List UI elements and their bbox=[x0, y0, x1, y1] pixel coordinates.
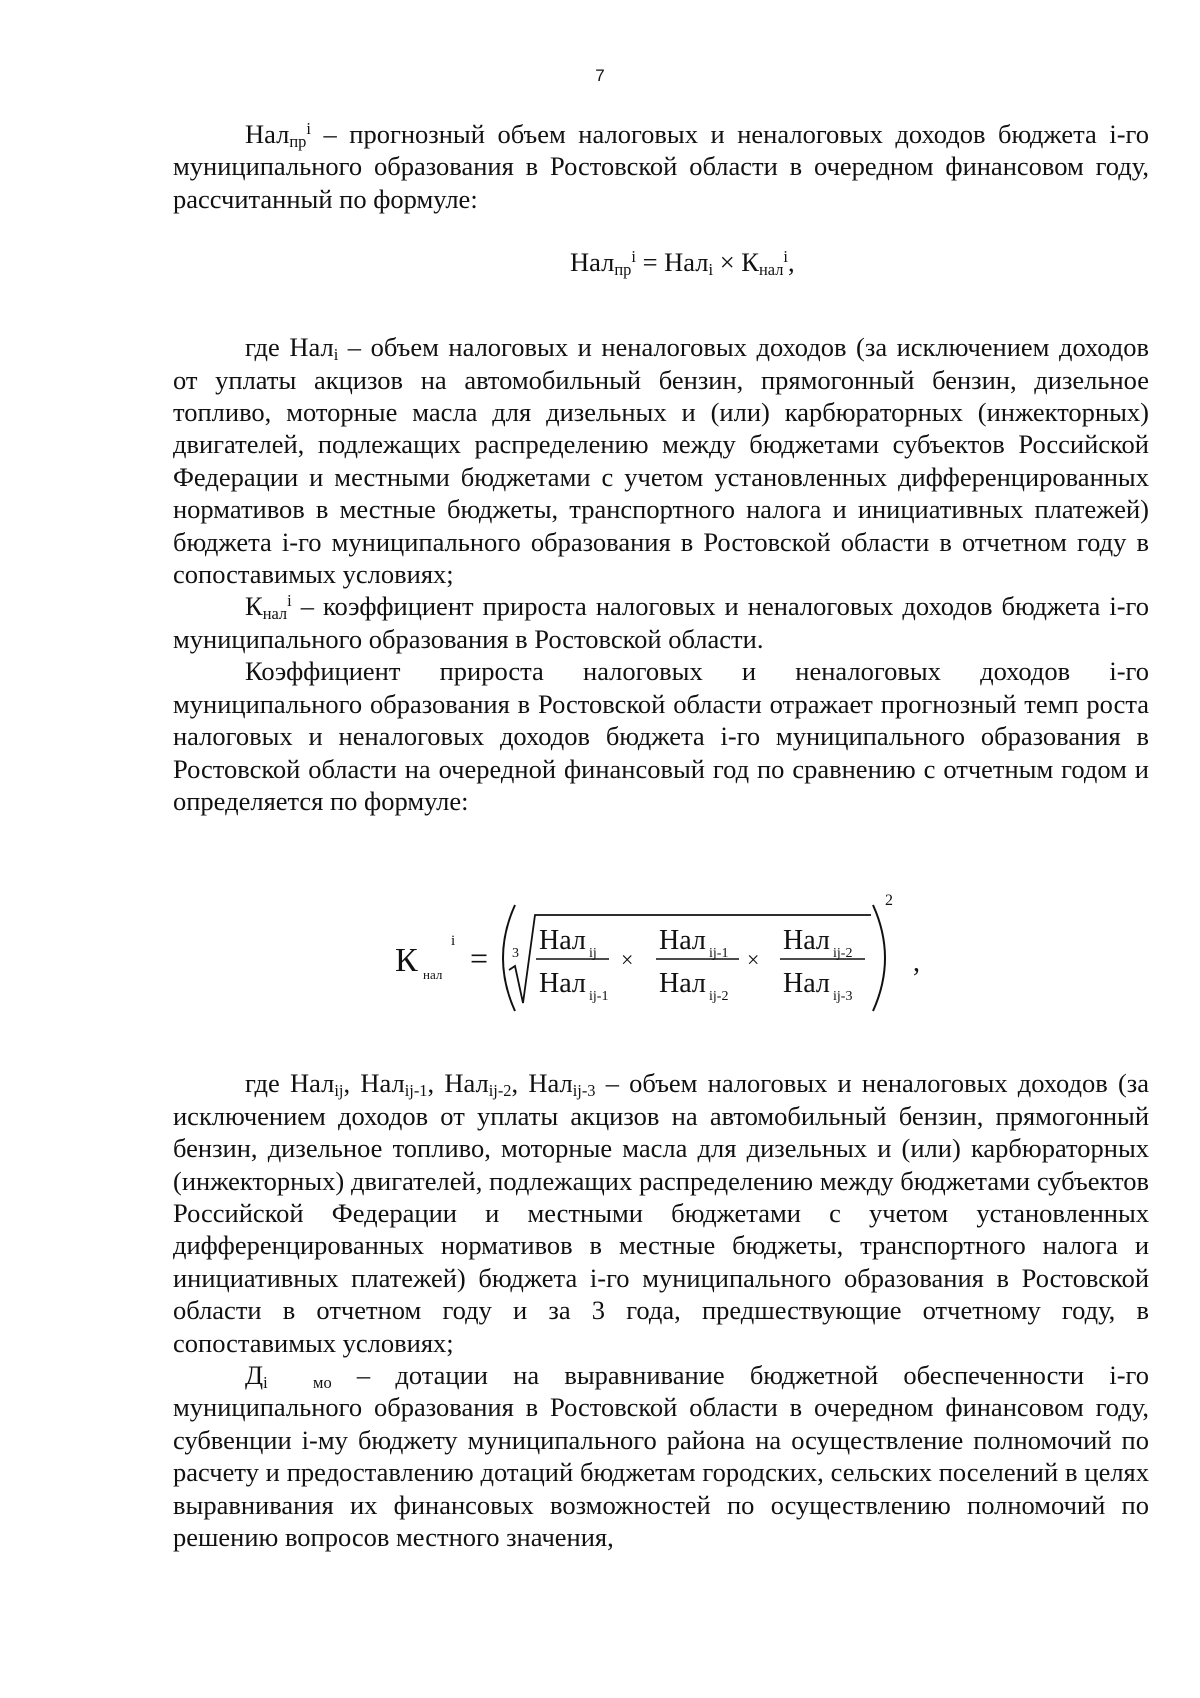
times-2: × bbox=[747, 947, 760, 973]
paragraph-nal-i-definition: где Нал$_i$ – объем налоговых и неналоговых доходов (за исключением доходов от уплаты акцизов на автомобильный бензин, прямогонный бензин, дизельное топливо, моторные масла для дизельных и (или) карбюраторных (инжекторных) двигателей, подлежащих распределению между бюджетами субъектов Российской Федерации и местными бюджетами с учетом установленных дифференцированных нормативов в местные бюджеты, транспортного налога и инициативных платежей) бюджета i-го муниципального образования в Ростовской области в отчетном году в сопоставимых условиях; bbox=[173, 332, 1150, 590]
times-1: × bbox=[621, 947, 634, 973]
paragraph-k-nal-definition: $К_{нал}^i$ – коэффициент прироста налоговых и неналоговых доходов бюджета i-го муниципального образования в Ростовской области. bbox=[173, 591, 1149, 654]
svg-text:Нал: Нал bbox=[539, 925, 586, 957]
paragraph-nal-ij-definition: где Нал$_{ij}$, Нал$_{ij-1}$, Нал$_{ij-2}$, Нал$_{ij-3}$ – объем налоговых и неналоговых доходов (за исключением доходов от уплаты акцизов на автомобильный бензин, прямогонный бензин, дизельное топливо, моторные масла для дизельных и (или) карбюраторных (инжекторных) двигателей, подлежащих распределению между бюджетами субъектов Российской Федерации и местными бюджетами с учетом установленных дифференцированных нормативов в местные бюджеты, транспортного налога и инициативных платежей) бюджета i-го муниципального образования в Ростовской области в отчетном году и за 3 года, предшествующие отчетному году, в сопоставимых условиях; bbox=[173, 1068, 1150, 1358]
svg-text:ij-1: ij-1 bbox=[589, 989, 609, 1005]
svg-text:нал: нал bbox=[423, 967, 443, 983]
document-body bbox=[173, 118, 1149, 1553]
paragraph-coefficient-description: Коэффициент прироста налоговых и неналоговых доходов i-го муниципального образования в Ростовской области отражает прогнозный темп роста налоговых и неналоговых доходов бюджета i-го муниципального образования в Ростовской области на очередной финансовый год по сравнению с отчетным годом и определяется по формуле: bbox=[173, 656, 1149, 816]
svg-text:ij-3: ij-3 bbox=[833, 989, 853, 1005]
paragraph-text: – дотации на выравнивание бюджетной обеспеченности i-го муниципального образования в Ростовской области в очередном финансовом году, субвенции i-му бюджету муниципального района на осуществление полномочий по расчету и предоставлению дотаций бюджетам городских, сельских поселений в целях выравнивания их финансовых возможностей по осуществлению полномочий по решению вопросов местного значения, bbox=[173, 1359, 1149, 1552]
power: 2 bbox=[885, 892, 893, 910]
formula-lhs: К bbox=[395, 942, 418, 980]
root-index: 3 bbox=[512, 946, 519, 962]
svg-text:Нал: Нал bbox=[783, 925, 830, 957]
svg-text:Нал: Нал bbox=[783, 968, 830, 1000]
symbol-nal: Нал bbox=[245, 119, 290, 149]
paragraph-text: – объем налоговых и неналоговых доходов (за исключением доходов от уплаты акцизов на автомобильный бензин, прямогонный бензин, дизельное топливо, моторные масла для дизельных и (или) карбюраторных (инжекторных) двигателей, подлежащих распределению между бюджетами субъектов Российской Федерации и местными бюджетами с учетом установленных дифференцированных нормативов в местные бюджеты, транспортного налога и инициативных платежей) бюджета i-го муниципального образования в Ростовской области в отчетном году и за 3 года, предшествующие отчетному году, в сопоставимых условиях; bbox=[173, 1068, 1150, 1358]
formula-nal-pr: $Нал_{пр}^i = Нал_i \times К_{нал}^i$, bbox=[570, 247, 795, 280]
svg-text:Нал: Нал bbox=[539, 968, 586, 1000]
formula-trailing-comma: , bbox=[913, 947, 920, 979]
symbol-nal: Нал bbox=[289, 332, 334, 363]
svg-text:ij-1: ij-1 bbox=[709, 946, 729, 962]
svg-text:ij-2: ij-2 bbox=[709, 989, 729, 1005]
svg-text:Нал: Нал bbox=[659, 925, 706, 957]
formula-k-nal bbox=[173, 875, 1149, 1015]
svg-text:ij-2: ij-2 bbox=[833, 946, 853, 962]
right-paren bbox=[873, 905, 885, 1011]
paragraph-text: – коэффициент прироста налоговых и неналоговых доходов бюджета i-го муниципального образования в Ростовской области. bbox=[173, 591, 1149, 654]
paragraph-text: – объем налоговых и неналоговых доходов (за исключением доходов от уплаты акцизов на автомобильный бензин, прямогонный бензин, дизельное топливо, моторные масла для дизельных и (или) карбюраторных (инжекторных) двигателей, подлежащих распределению между бюджетами субъектов Российской Федерации и местными бюджетами с учетом установленных дифференцированных нормативов в местные бюджеты, транспортного налога и инициативных платежей) бюджета i-го муниципального образования в Ростовской области в отчетном году в сопоставимых условиях; bbox=[173, 332, 1150, 590]
symbol-d: Д bbox=[245, 1359, 264, 1390]
paragraph-nal-pr-definition: Нал$_{пр}^i$ – прогнозный объем налоговых и неналоговых доходов бюджета i-го муниципального образования в Ростовской области в очередном финансовом году, рассчитанный по формуле: bbox=[173, 118, 1149, 214]
formula-k-nal-graphic bbox=[173, 875, 1149, 1015]
svg-text:ij: ij bbox=[589, 946, 597, 962]
formula-equals: = bbox=[470, 940, 489, 977]
paragraph-d-mo-definition: $Д_{i мо}$ – дотации на выравнивание бюджетной обеспеченности i-го муниципального образования в Ростовской области в очередном финансовом году, субвенции i-му бюджету муниципального района на осуществление полномочий по расчету и предоставлению дотаций бюджетам городских, сельских поселений в целях выравнивания их финансовых возможностей по осуществлению полномочий по решению вопросов местного значения, bbox=[173, 1359, 1149, 1552]
symbol-k: К bbox=[245, 591, 263, 622]
svg-text:i: i bbox=[451, 933, 456, 950]
page-number: 7 bbox=[595, 66, 605, 85]
svg-text:Нал: Нал bbox=[659, 968, 706, 1000]
paragraph-text: – прогнозный объем налоговых и неналоговых доходов бюджета i-го муниципального образования в Ростовской области в очередном финансовом году, рассчитанный по формуле: bbox=[173, 119, 1149, 214]
